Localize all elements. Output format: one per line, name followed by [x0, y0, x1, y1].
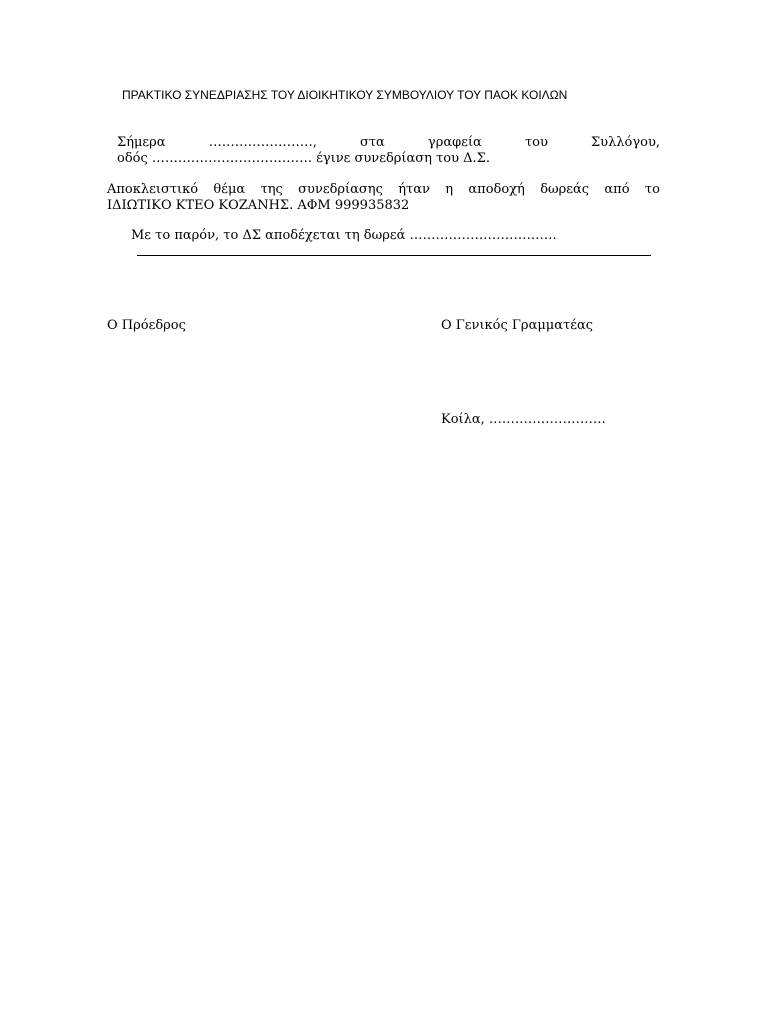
secretary-signature-label: Ο Γενικός Γραμματέας	[441, 318, 594, 333]
word: από	[604, 182, 630, 197]
word: το	[644, 182, 660, 197]
word: η	[445, 182, 454, 197]
horizontal-rule	[137, 255, 651, 256]
place-date-line: Κοίλα, ………………………	[441, 412, 606, 427]
paragraph-line: ΙΔΙΩΤΙΚΟ ΚΤΕΟ ΚΟΖΑΝΗΣ. ΑΦΜ 999935832	[107, 198, 410, 213]
president-signature-label: Ο Πρόεδρος	[107, 318, 186, 333]
paragraph-line	[107, 182, 660, 198]
word: του	[524, 135, 548, 150]
meeting-date-paragraph	[117, 135, 660, 167]
paragraph-line	[117, 135, 660, 151]
word: δωρεάς	[540, 182, 590, 197]
document-title: ΠΡΑΚΤΙΚΟ ΣΥΝΕΔΡΙΑΣΗΣ ΤΟΥ ΔΙΟΙΚΗΤΙΚΟΥ ΣΥΜΒΟΥΛΙΟΥ ΤΟΥ ΠΑΟΚ ΚΟΙΛΩΝ	[122, 88, 568, 102]
word: αποδοχή	[468, 182, 525, 197]
word: Συλλόγου,	[590, 135, 660, 150]
word: ……………………,	[208, 135, 317, 150]
word: της	[260, 182, 283, 197]
paragraph-line: οδός ………………………………. έγινε συνεδρίαση του Δ.Σ.	[117, 151, 490, 166]
word: γραφεία	[427, 135, 482, 150]
word: θέμα	[213, 182, 246, 197]
word: Σήμερα	[117, 135, 166, 150]
meeting-subject-paragraph	[107, 182, 660, 214]
word: ήταν	[398, 182, 430, 197]
word: συνεδρίασης	[298, 182, 383, 197]
paragraph-line: Με το παρόν, το ΔΣ αποδέχεται τη δωρεά …………………………….	[131, 228, 557, 243]
word: στα	[359, 135, 385, 150]
acceptance-paragraph	[131, 228, 651, 244]
word: Αποκλειστικό	[107, 182, 199, 197]
